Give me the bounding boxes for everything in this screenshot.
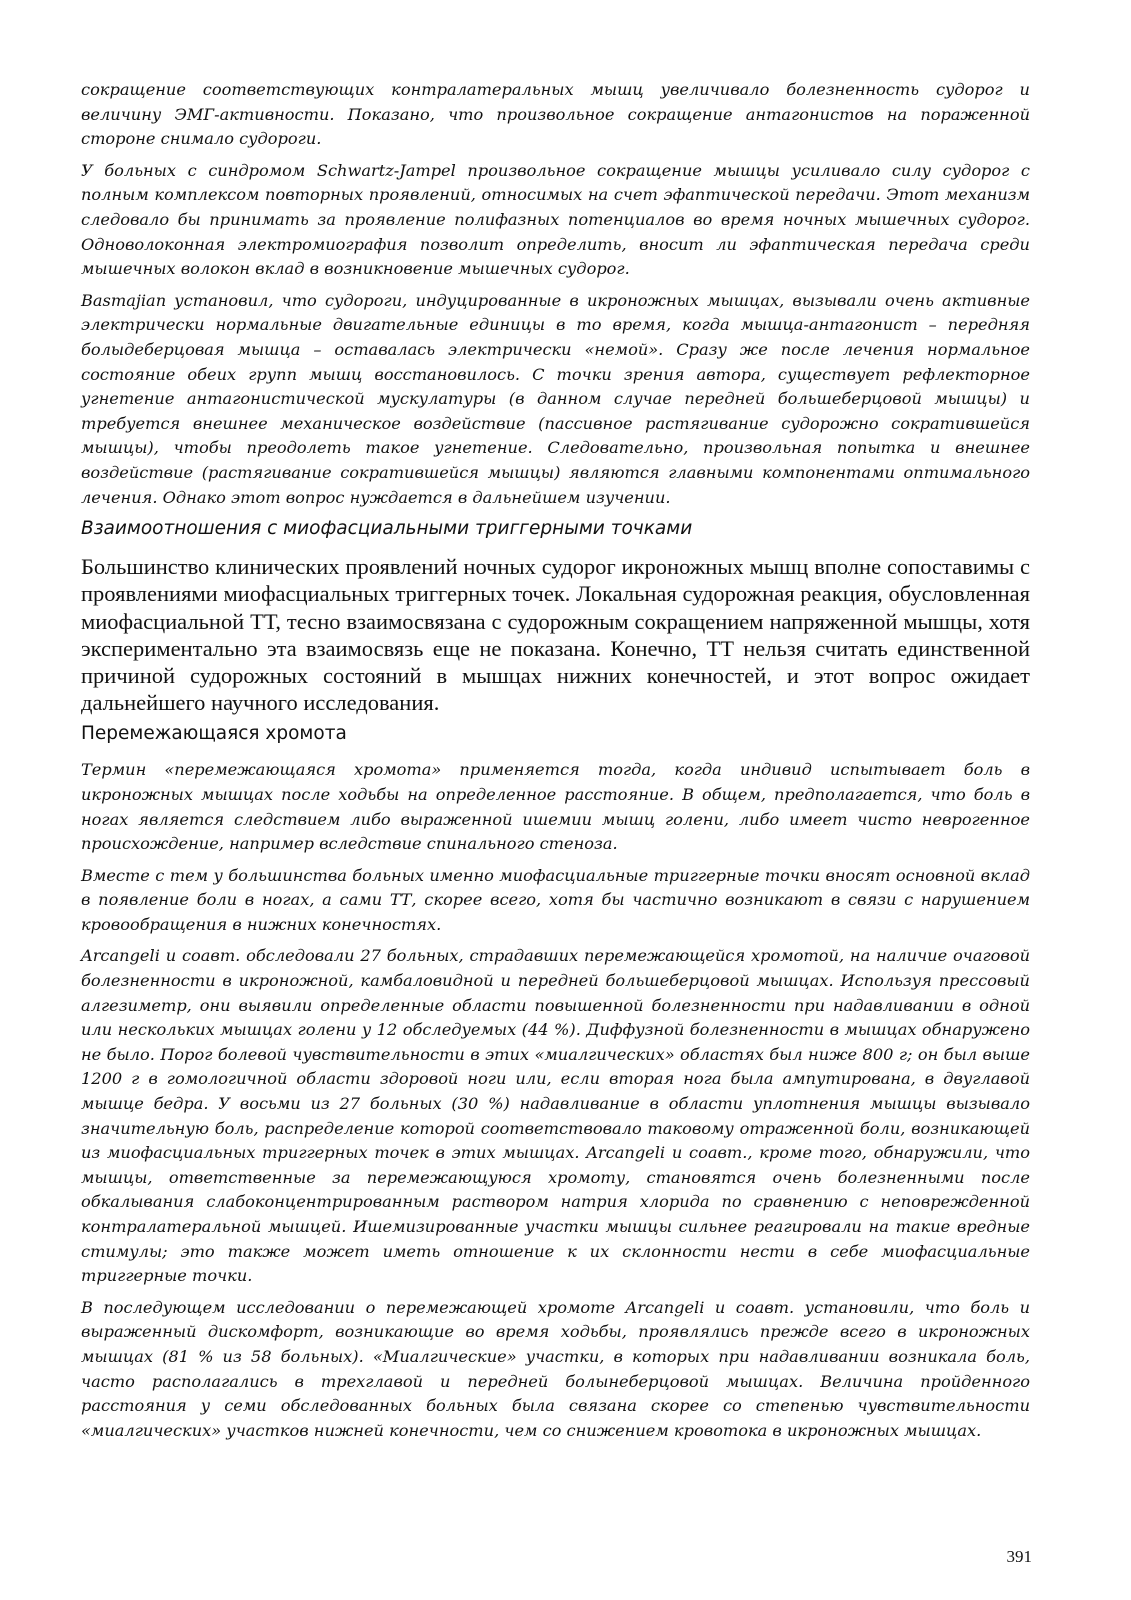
paragraph: Basmajian установил, что судороги, индуцированные в икроножных мышцах, вызывали очень активные электрически нормальные двигательные единицы в то время, когда мышца-антагонист – передняя болыдеберцовая мышца – оставалась электрически «немой». Сразу же после лечения нормальное состояние обеих групп мышц восстановилось. С точки зрения автора, существует рефлекторное угнетение антагонистической мускулатуры (в данном случае передней большеберцовой мышцы) и требуется внешнее механическое воздействие (пассивное растягивание судорожно сократившейся мышцы), чтобы преодолеть такое угнетение. Следовательно, произвольная попытка и внешнее воздействие (растягивание сократившейся мышцы) являются главными компонентами оптимального лечения. Однако этот вопрос нуждается в дальнейшем изучении.: [81, 290, 1030, 507]
paragraph: У больных с синдромом Schwartz-Jampel произвольное сокращение мышцы усиливало силу судорог с полным комплексом повторных проявлений, относимых на счет эфаптической передачи. Этот механизм следовало бы принимать за проявление полифазных потенциалов во время ночных мышечных судорог. Одноволоконная электромиография позволит определить, вносит ли эфаптическая передача среди мышечных волокон вклад в возникновение мышечных судорог.: [81, 160, 1030, 279]
page-content: [81, 78, 1030, 1450]
section-heading: Взаимоотношения с миофасциальными триггерными точками: [81, 518, 693, 540]
paragraph: Термин «перемежающаяся хромота» применяется тогда, когда индивид испытывает боль в икроножных мышцах после ходьбы на определенное расстояние. В общем, предполагается, что боль в ногах является следствием либо выраженной ишемии мышц голени, либо имеет чисто неврогенное происхождение, например вследствие спинального стеноза.: [81, 760, 1030, 854]
page-number: 391: [1006, 1547, 1032, 1566]
section-heading: Перемежающаяся хромота: [81, 723, 347, 745]
paragraph: Вместе с тем у большинства больных именно миофасциальные триггерные точки вносят основной вклад в появление боли в ногах, а сами ТТ, скорее всего, хотя бы частично возникают в связи с нарушением кровообращения в нижних конечностях.: [81, 865, 1030, 934]
paragraph: Arcangeli и соавт. обследовали 27 больных, страдавших перемежающейся хромотой, на наличие очаговой болезненности в икроножной, камбаловидной и передней большеберцовой мышцах. Используя прессовый алгезиметр, они выявили определенные области повышенной болезненности при надавливании в одной или нескольких мышцах голени у 12 обследуемых (44 %). Диффузной болезненности в мышцах обнаружено не было. Порог болевой чувствительности в этих «миалгических» областях был ниже 800 г; он был выше 1200 г в гомологичной области здоровой ноги или, если вторая нога была ампутирована, в двуглавой мышце бедра. У восьми из 27 больных (30 %) надавливание в области уплотнения мышцы вызывало значительную боль, распределение которой соответствовало таковому отраженной боли, возникающей из миофасциальных триггерных точек в этих мышцах. Arcangeli и соавт., кроме того, обнаружили, что мышцы, ответственные за перемежающуюся хромоту, становятся очень болезненными после обкалывания слабоконцентрированным раствором натрия хлорида по сравнению с неповрежденной контралатеральной мышцей. Ишемизированные участки мышцы сильнее реагировали на такие вредные стимулы; это также может иметь отношение к их склонности нести в себе миофасциальные триггерные точки.: [81, 946, 1030, 1286]
body-paragraph: Большинство клинических проявлений ночных судорог икроножных мышц вполне сопоставимы с проявлениями миофасциальных триггерных точек. Локальная судорожная реакция, обусловленная миофасциальной ТТ, тесно взаимосвязана с судорожным сокращением напряженной мышцы, хотя экспериментально эта взаимосвязь еще не показана. Конечно, ТТ нельзя считать единственной причиной судорожных состояний в мышцах нижних конечностей, и этот вопрос ожидает дальнейшего научного исследования.: [81, 554, 1030, 716]
paragraph: В последующем исследовании о перемежающей хромоте Arcangeli и соавт. установили, что боль и выраженный дискомфорт, возникающие во время ходьбы, проявлялись прежде всего в икроножных мышцах (81 % из 58 больных). «Миалгические» участки, в которых при надавливании возникала боль, часто располагались в трехглавой и передней болынеберцовой мышцах. Величина пройденного расстояния у семи обследованных больных была связана скорее со степенью чувствительности «миалгических» участков нижней конечности, чем со снижением кровотока в икроножных мышцах.: [81, 1297, 1030, 1440]
paragraph: сокращение соответствующих контралатеральных мышц увеличивало болезненность судорог и величину ЭМГ-активности. Показано, что произвольное сокращение антагонистов на пораженной стороне снимало судороги.: [81, 80, 1030, 149]
